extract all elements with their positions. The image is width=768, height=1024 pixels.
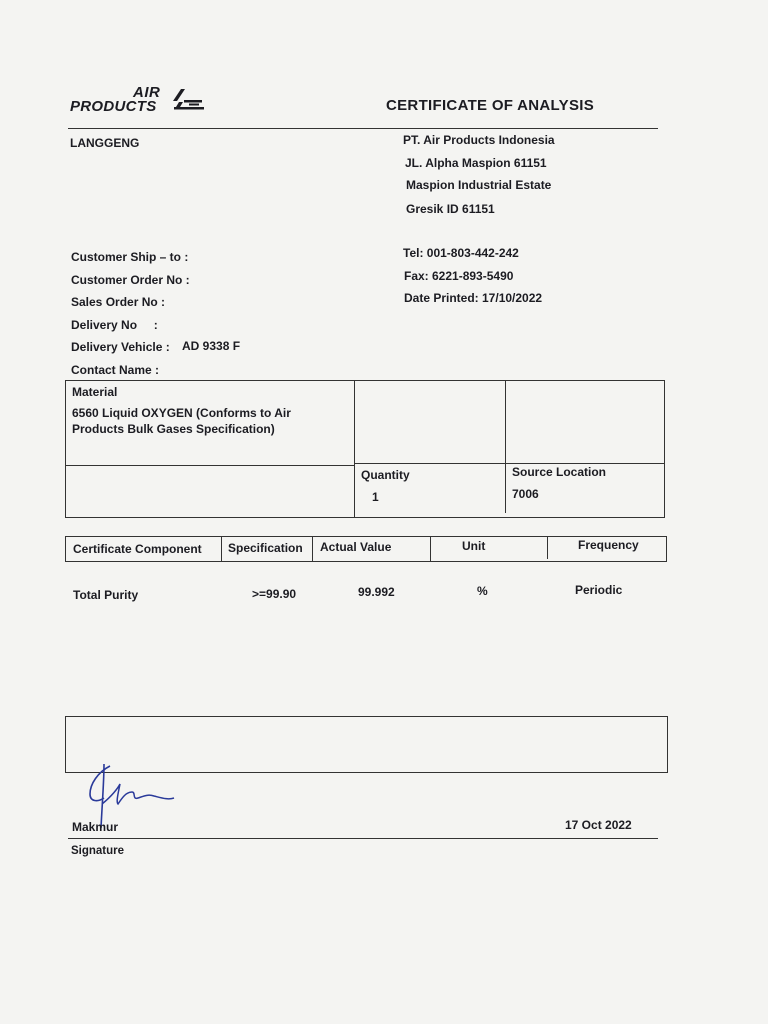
supplier-address-1: JL. Alpha Maspion 61151 — [405, 156, 547, 170]
supplier-fax: Fax: 6221-893-5490 — [404, 269, 514, 283]
document-title: CERTIFICATE OF ANALYSIS — [386, 97, 595, 114]
column-header-unit: Unit — [462, 539, 486, 553]
material-table-divider — [505, 380, 506, 513]
column-header-frequency: Frequency — [578, 538, 639, 552]
result-component: Total Purity — [73, 588, 139, 602]
customer-order-no-label: Customer Order No : — [71, 273, 190, 287]
supplier-address-2: Maspion Industrial Estate — [406, 178, 552, 192]
result-unit: % — [477, 584, 488, 598]
supplier-name: PT. Air Products Indonesia — [403, 133, 555, 147]
customer-ship-to-label: Customer Ship – to : — [71, 250, 189, 264]
material-table-divider — [354, 380, 355, 517]
delivery-no-label: Delivery No : — [71, 318, 158, 332]
supplier-address-3: Gresik ID 61151 — [406, 202, 495, 216]
source-location-value: 7006 — [512, 487, 539, 501]
material-table-divider — [354, 463, 664, 464]
header-divider — [68, 128, 658, 129]
material-description-line-2: Products Bulk Gases Specification) — [72, 422, 275, 436]
analysis-column-divider — [547, 537, 548, 559]
logo-line-air: AIR — [133, 84, 161, 101]
material-table-divider — [65, 465, 355, 466]
result-frequency: Periodic — [575, 583, 623, 597]
material-table — [65, 380, 665, 518]
air-products-logo-mark-icon — [171, 88, 207, 112]
date-printed: Date Printed: 17/10/2022 — [404, 291, 543, 305]
signatory-name: Makmur — [72, 820, 119, 834]
delivery-vehicle-value: AD 9338 F — [182, 339, 241, 353]
column-header-specification: Specification — [228, 541, 303, 555]
supplier-tel: Tel: 001-803-442-242 — [403, 246, 519, 260]
analysis-column-divider — [221, 537, 222, 561]
result-specification: >=99.90 — [252, 587, 297, 601]
signature-date: 17 Oct 2022 — [565, 818, 632, 832]
contact-name-label: Contact Name : — [71, 363, 160, 377]
quantity-value: 1 — [372, 490, 379, 504]
signature-label: Signature — [71, 845, 125, 857]
column-header-component: Certificate Component — [73, 542, 202, 556]
column-header-actual-value: Actual Value — [320, 540, 392, 554]
analysis-column-divider — [312, 537, 313, 561]
source-location-label: Source Location — [512, 465, 607, 479]
sales-order-no-label: Sales Order No : — [71, 295, 166, 309]
customer-company-name: LANGGENG — [70, 136, 140, 150]
quantity-label: Quantity — [361, 468, 410, 482]
logo-line-products: PRODUCTS — [70, 98, 157, 115]
company-logo — [70, 84, 220, 120]
material-header: Material — [72, 385, 118, 399]
signature-rule — [68, 838, 658, 839]
analysis-column-divider — [430, 537, 431, 561]
material-description-line-1: 6560 Liquid OXYGEN (Conforms to Air — [72, 406, 291, 420]
result-actual-value: 99.992 — [358, 585, 395, 599]
delivery-vehicle-label: Delivery Vehicle : — [71, 340, 170, 354]
